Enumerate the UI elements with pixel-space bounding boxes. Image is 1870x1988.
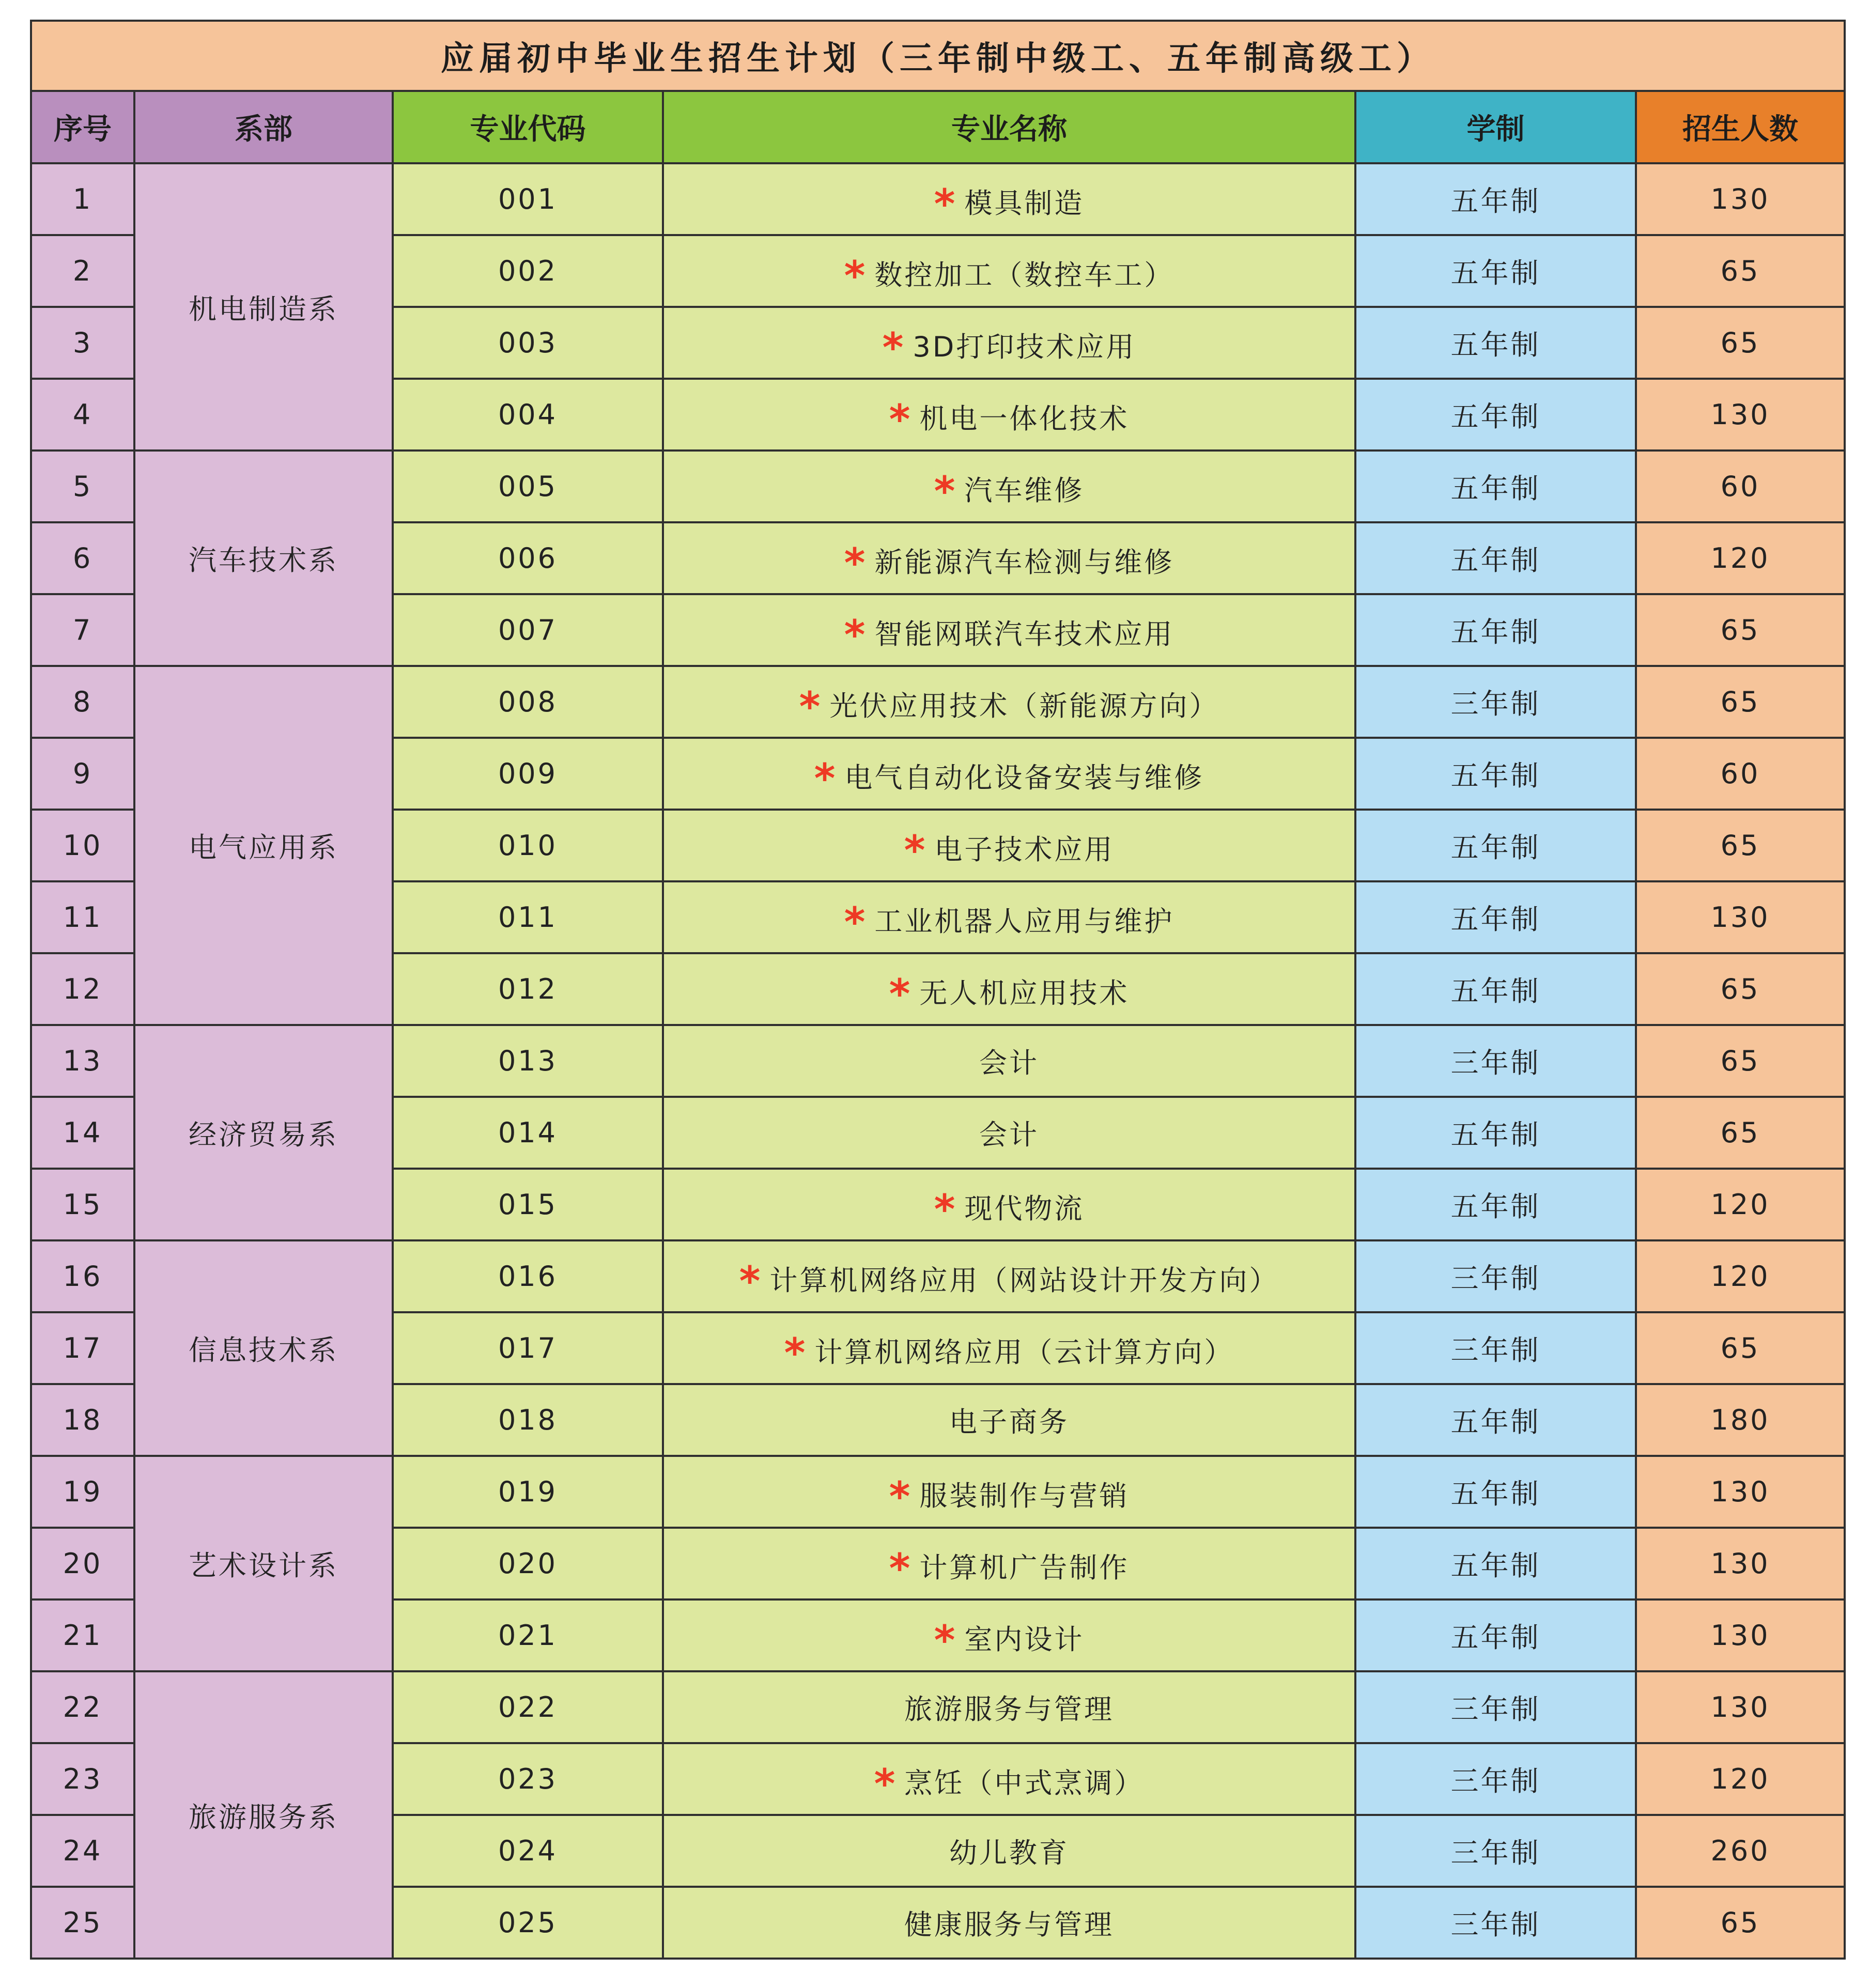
- key-major-star-icon: *: [934, 468, 957, 515]
- major-name-text: 数控加工（数控车工）: [874, 258, 1174, 291]
- seq-cell: 7: [31, 594, 134, 666]
- code-cell: 014: [393, 1097, 663, 1169]
- seq-cell: 11: [31, 881, 134, 953]
- duration-cell: 五年制: [1355, 810, 1636, 881]
- code-cell: 013: [393, 1025, 663, 1097]
- duration-cell: 五年制: [1355, 1169, 1636, 1240]
- major-name-text: 工业机器人应用与维护: [874, 905, 1174, 938]
- count-cell: 65: [1636, 1025, 1845, 1097]
- header-code: 专业代码: [393, 91, 663, 163]
- key-major-star-icon: *: [844, 540, 868, 587]
- title-row: [31, 21, 1845, 91]
- count-cell: 65: [1636, 307, 1845, 379]
- count-cell: 130: [1636, 1528, 1845, 1599]
- seq-cell: 23: [31, 1743, 134, 1815]
- major-name-cell: [663, 1240, 1355, 1312]
- major-name-text: 旅游服务与管理: [904, 1693, 1114, 1726]
- major-name-text: 会计: [979, 1119, 1039, 1151]
- major-name-cell: [663, 522, 1355, 594]
- table-row: [31, 451, 1845, 522]
- major-name-cell: [663, 1384, 1355, 1456]
- duration-cell: 五年制: [1355, 522, 1636, 594]
- code-cell: 007: [393, 594, 663, 666]
- major-name-text: 汽车维修: [964, 474, 1085, 507]
- major-name-text: 现代物流: [964, 1192, 1085, 1225]
- count-cell: 60: [1636, 451, 1845, 522]
- key-major-star-icon: *: [874, 1761, 898, 1808]
- header-row: [31, 91, 1845, 163]
- table-row: [31, 1671, 1845, 1743]
- code-cell: 001: [393, 163, 663, 235]
- seq-cell: 10: [31, 810, 134, 881]
- major-name-text: 计算机广告制作: [919, 1551, 1130, 1584]
- major-name-cell: [663, 1528, 1355, 1599]
- code-cell: 018: [393, 1384, 663, 1456]
- dept-cell: 艺术设计系: [134, 1456, 393, 1671]
- major-name-text: 机电一体化技术: [919, 402, 1130, 435]
- count-cell: 120: [1636, 1743, 1845, 1815]
- duration-cell: 五年制: [1355, 594, 1636, 666]
- count-cell: 130: [1636, 379, 1845, 451]
- code-cell: 017: [393, 1312, 663, 1384]
- major-name-text: 会计: [979, 1047, 1039, 1079]
- dept-cell: 经济贸易系: [134, 1025, 393, 1240]
- key-major-star-icon: *: [889, 971, 913, 1018]
- dept-cell: 信息技术系: [134, 1240, 393, 1456]
- code-cell: 020: [393, 1528, 663, 1599]
- major-name-text: 幼儿教育: [949, 1837, 1069, 1869]
- duration-cell: 三年制: [1355, 666, 1636, 738]
- seq-cell: 4: [31, 379, 134, 451]
- header-duration: 学制: [1355, 91, 1636, 163]
- duration-cell: 五年制: [1355, 451, 1636, 522]
- count-cell: 65: [1636, 235, 1845, 307]
- duration-cell: 五年制: [1355, 163, 1636, 235]
- code-cell: 015: [393, 1169, 663, 1240]
- header-dept: 系部: [134, 91, 393, 163]
- code-cell: 023: [393, 1743, 663, 1815]
- count-cell: 65: [1636, 1097, 1845, 1169]
- duration-cell: 三年制: [1355, 1671, 1636, 1743]
- key-major-star-icon: *: [814, 755, 838, 802]
- seq-cell: 12: [31, 953, 134, 1025]
- code-cell: 016: [393, 1240, 663, 1312]
- table-row: [31, 666, 1845, 738]
- duration-cell: 三年制: [1355, 1743, 1636, 1815]
- key-major-star-icon: *: [882, 324, 906, 371]
- seq-cell: 25: [31, 1887, 134, 1959]
- major-name-cell: [663, 235, 1355, 307]
- key-major-star-icon: *: [934, 1186, 957, 1233]
- key-major-star-icon: *: [844, 612, 868, 659]
- major-name-cell: [663, 810, 1355, 881]
- count-cell: 65: [1636, 810, 1845, 881]
- header-count: 招生人数: [1636, 91, 1845, 163]
- key-major-star-icon: *: [889, 1545, 913, 1592]
- code-cell: 019: [393, 1456, 663, 1528]
- seq-cell: 16: [31, 1240, 134, 1312]
- duration-cell: 五年制: [1355, 235, 1636, 307]
- count-cell: 130: [1636, 1599, 1845, 1671]
- seq-cell: 14: [31, 1097, 134, 1169]
- duration-cell: 五年制: [1355, 1097, 1636, 1169]
- major-name-text: 新能源汽车检测与维修: [874, 546, 1174, 579]
- key-major-star-icon: *: [934, 181, 957, 228]
- major-name-cell: [663, 738, 1355, 810]
- table-title: 应届初中毕业生招生计划（三年制中级工、五年制高级工）: [31, 21, 1845, 91]
- seq-cell: 24: [31, 1815, 134, 1887]
- major-name-cell: [663, 451, 1355, 522]
- seq-cell: 6: [31, 522, 134, 594]
- major-name-cell: [663, 1887, 1355, 1959]
- major-name-text: 室内设计: [964, 1623, 1085, 1656]
- dept-cell: 汽车技术系: [134, 451, 393, 666]
- seq-cell: 1: [31, 163, 134, 235]
- seq-cell: 20: [31, 1528, 134, 1599]
- duration-cell: 五年制: [1355, 881, 1636, 953]
- seq-cell: 18: [31, 1384, 134, 1456]
- duration-cell: 五年制: [1355, 1528, 1636, 1599]
- code-cell: 012: [393, 953, 663, 1025]
- seq-cell: 8: [31, 666, 134, 738]
- duration-cell: 五年制: [1355, 1456, 1636, 1528]
- table-row: [31, 1240, 1845, 1312]
- count-cell: 130: [1636, 1456, 1845, 1528]
- code-cell: 002: [393, 235, 663, 307]
- major-name-text: 模具制造: [964, 187, 1085, 220]
- key-major-star-icon: *: [904, 827, 928, 874]
- seq-cell: 22: [31, 1671, 134, 1743]
- major-name-text: 智能网联汽车技术应用: [874, 617, 1174, 650]
- major-name-cell: [663, 1456, 1355, 1528]
- major-name-cell: [663, 666, 1355, 738]
- count-cell: 130: [1636, 881, 1845, 953]
- duration-cell: 五年制: [1355, 738, 1636, 810]
- major-name-text: 电子商务: [949, 1406, 1069, 1438]
- major-name-cell: [663, 1815, 1355, 1887]
- key-major-star-icon: *: [844, 253, 868, 300]
- enrollment-plan-sheet: [30, 20, 1844, 1960]
- dept-cell: 机电制造系: [134, 163, 393, 451]
- seq-cell: 13: [31, 1025, 134, 1097]
- code-cell: 006: [393, 522, 663, 594]
- key-major-star-icon: *: [739, 1258, 763, 1305]
- major-name-cell: [663, 881, 1355, 953]
- count-cell: 65: [1636, 1312, 1845, 1384]
- count-cell: 180: [1636, 1384, 1845, 1456]
- duration-cell: 五年制: [1355, 379, 1636, 451]
- code-cell: 011: [393, 881, 663, 953]
- count-cell: 65: [1636, 953, 1845, 1025]
- duration-cell: 三年制: [1355, 1815, 1636, 1887]
- key-major-star-icon: *: [889, 1473, 913, 1520]
- code-cell: 004: [393, 379, 663, 451]
- count-cell: 120: [1636, 522, 1845, 594]
- seq-cell: 21: [31, 1599, 134, 1671]
- dept-cell: 旅游服务系: [134, 1671, 393, 1959]
- code-cell: 024: [393, 1815, 663, 1887]
- seq-cell: 5: [31, 451, 134, 522]
- major-name-text: 烹饪（中式烹调）: [904, 1766, 1145, 1799]
- major-name-text: 光伏应用技术（新能源方向）: [829, 689, 1219, 722]
- key-major-star-icon: *: [889, 396, 913, 443]
- duration-cell: 五年制: [1355, 953, 1636, 1025]
- major-name-cell: [663, 1599, 1355, 1671]
- major-name-cell: [663, 594, 1355, 666]
- major-name-text: 电气自动化设备安装与维修: [844, 761, 1204, 794]
- dept-cell: 电气应用系: [134, 666, 393, 1025]
- major-name-cell: [663, 953, 1355, 1025]
- major-name-cell: [663, 1169, 1355, 1240]
- major-name-cell: [663, 1097, 1355, 1169]
- code-cell: 022: [393, 1671, 663, 1743]
- code-cell: 005: [393, 451, 663, 522]
- major-name-cell: [663, 163, 1355, 235]
- duration-cell: 三年制: [1355, 1887, 1636, 1959]
- seq-cell: 17: [31, 1312, 134, 1384]
- table-row: [31, 163, 1845, 235]
- duration-cell: 三年制: [1355, 1240, 1636, 1312]
- major-name-text: 计算机网络应用（云计算方向）: [814, 1335, 1234, 1369]
- major-name-text: 服装制作与营销: [919, 1479, 1130, 1512]
- seq-cell: 19: [31, 1456, 134, 1528]
- seq-cell: 9: [31, 738, 134, 810]
- count-cell: 120: [1636, 1169, 1845, 1240]
- key-major-star-icon: *: [799, 684, 823, 731]
- duration-cell: 五年制: [1355, 1384, 1636, 1456]
- major-name-cell: [663, 379, 1355, 451]
- code-cell: 010: [393, 810, 663, 881]
- major-name-cell: [663, 1312, 1355, 1384]
- count-cell: 130: [1636, 163, 1845, 235]
- key-major-star-icon: *: [844, 899, 868, 946]
- enrollment-plan-table: [30, 20, 1846, 1960]
- major-name-cell: [663, 307, 1355, 379]
- seq-cell: 3: [31, 307, 134, 379]
- count-cell: 130: [1636, 1671, 1845, 1743]
- count-cell: 65: [1636, 594, 1845, 666]
- duration-cell: 五年制: [1355, 1599, 1636, 1671]
- key-major-star-icon: *: [934, 1617, 957, 1664]
- duration-cell: 三年制: [1355, 1025, 1636, 1097]
- duration-cell: 三年制: [1355, 1312, 1636, 1384]
- seq-cell: 15: [31, 1169, 134, 1240]
- header-name: 专业名称: [663, 91, 1355, 163]
- seq-cell: 2: [31, 235, 134, 307]
- header-seq: 序号: [31, 91, 134, 163]
- key-major-star-icon: *: [784, 1330, 808, 1377]
- count-cell: 120: [1636, 1240, 1845, 1312]
- count-cell: 60: [1636, 738, 1845, 810]
- major-name-cell: [663, 1671, 1355, 1743]
- major-name-text: 计算机网络应用（网站设计开发方向）: [769, 1264, 1279, 1297]
- duration-cell: 五年制: [1355, 307, 1636, 379]
- major-name-cell: [663, 1025, 1355, 1097]
- major-name-text: 健康服务与管理: [904, 1908, 1114, 1941]
- code-cell: 009: [393, 738, 663, 810]
- major-name-cell: [663, 1743, 1355, 1815]
- code-cell: 025: [393, 1887, 663, 1959]
- code-cell: 021: [393, 1599, 663, 1671]
- count-cell: 260: [1636, 1815, 1845, 1887]
- major-name-text: 电子技术应用: [934, 833, 1115, 866]
- table-row: [31, 1025, 1845, 1097]
- table-row: [31, 1456, 1845, 1528]
- code-cell: 003: [393, 307, 663, 379]
- major-name-text: 3D打印技术应用: [913, 330, 1136, 363]
- count-cell: 65: [1636, 1887, 1845, 1959]
- table-body: [31, 163, 1845, 1959]
- count-cell: 65: [1636, 666, 1845, 738]
- code-cell: 008: [393, 666, 663, 738]
- major-name-text: 无人机应用技术: [919, 976, 1130, 1009]
